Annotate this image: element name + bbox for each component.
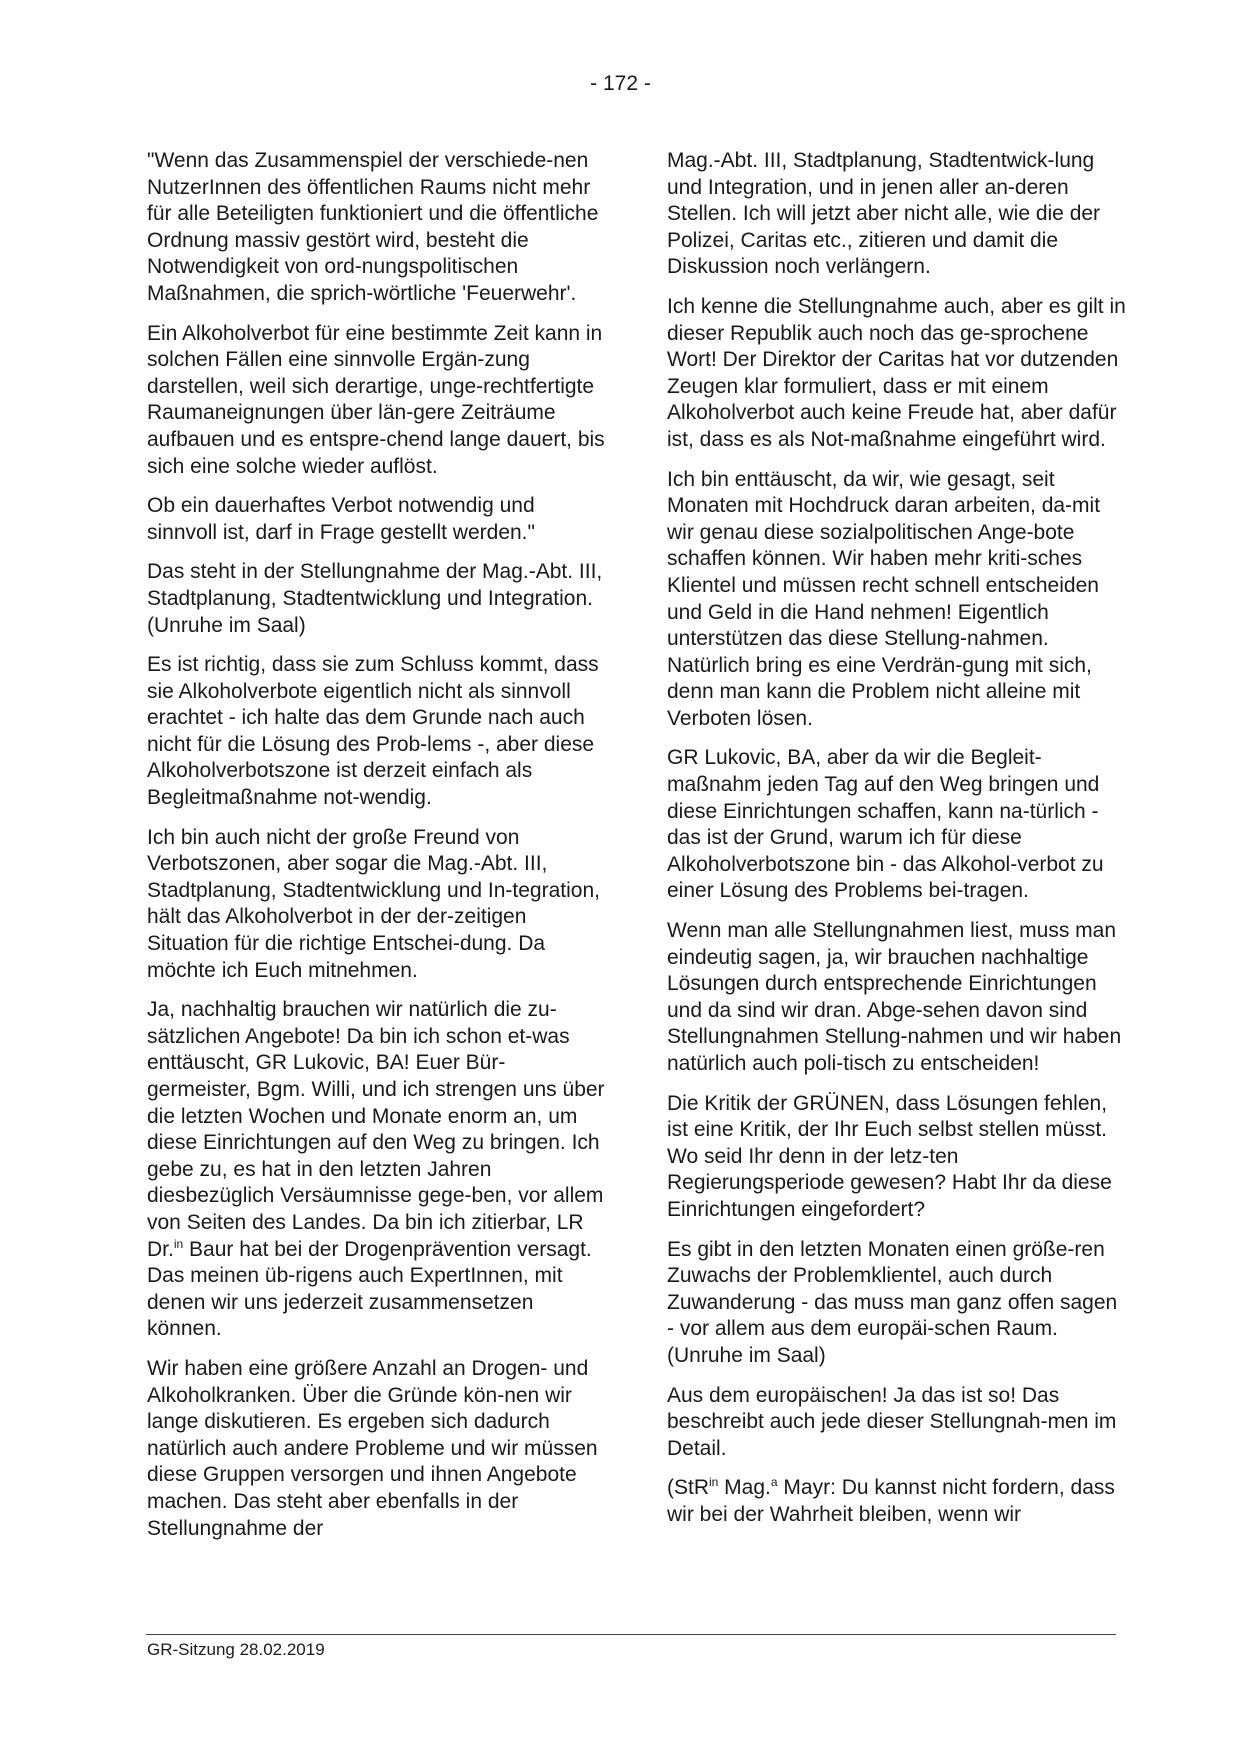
right-column: [667, 148, 1127, 1529]
paragraph: Das steht in der Stellungnahme der Mag.-Abt. III, Stadtplanung, Stadtentwicklung und Integration. (Unruhe im Saal): [147, 560, 603, 637]
paragraph: Es gibt in den letzten Monaten einen größe-ren Zuwachs der Problemklientel, auch durch Zuwanderung - das muss man ganz offen sagen - vor allem aus dem europäi-schen Raum. (Unruhe im Saal): [667, 1237, 1118, 1367]
paragraph: [147, 997, 607, 1343]
paragraph: Wir haben eine größere Anzahl an Drogen- und Alkoholkranken. Über die Gründe kön-nen wir lange diskutieren. Es ergeben sich dadurch natürlich auch andere Probleme und wir müssen diese Gruppen versorgen und ihnen Angebote machen. Das steht aber ebenfalls in der Stellungnahme der: [147, 1356, 598, 1540]
paragraph: Mag.-Abt. III, Stadtplanung, Stadtentwick-lung und Integration, und in jenen aller an-deren Stellen. Ich will jetzt aber nicht alle, wie die der Polizei, Caritas etc., zitieren und damit die Diskussion noch verlängern.: [667, 149, 1101, 279]
paragraph: Ob ein dauerhaftes Verbot notwendig und sinnvoll ist, darf in Frage gestellt werden.": [147, 494, 535, 544]
paragraph: Ich bin enttäuscht, da wir, wie gesagt, seit Monaten mit Hochdruck daran arbeiten, da-mit wir genau diese sozialpolitischen Ange-bote schaffen können. Wir haben mehr kriti-sches Klientel und müssen recht schnell entscheiden und Geld in die Hand nehmen! Eigentlich unterstützen das diese Stellung-nahmen. Natürlich bring es eine Verdrän-gung mit sich, denn man kann die Problem nicht alleine mit Verboten lösen.: [667, 467, 1101, 730]
footer-text: GR-Sitzung 28.02.2019: [147, 1640, 325, 1659]
paragraph: "Wenn das Zusammenspiel der verschiede-nen NutzerInnen des öffentlichen Raums nicht mehr für alle Beteiligten funktioniert und die öffentliche Ordnung massiv gestört wird, besteht die Notwendigkeit von ord-nungspolitischen Maßnahmen, die sprich-wörtliche 'Feuerwehr'.: [147, 149, 599, 305]
text-run: Mag.: [718, 1476, 771, 1500]
paragraph: Ein Alkoholverbot für eine bestimmte Zeit kann in solchen Fällen eine sinnvolle Ergän-zung darstellen, weil sich derartige, unge-rechtfertigte Raumaneignungen über län-gere Zeiträume aufbauen und es entspre-chend lange dauert, bis sich eine solche wieder auflöst.: [147, 321, 605, 478]
paragraph: Ich bin auch nicht der große Freund von Verbotszonen, aber sogar die Mag.-Abt. III, Stadtplanung, Stadtentwicklung und In-tegration, hält das Alkoholverbot in der der-zeitigen Situation für die richtige Entschei-dung. Da möchte ich Euch mitnehmen.: [147, 825, 600, 982]
text-run: (StR: [667, 1476, 709, 1500]
page-number: - 172 -: [590, 72, 651, 95]
superscript: in: [173, 1236, 184, 1251]
paragraph: [667, 1475, 1127, 1528]
paragraph: GR Lukovic, BA, aber da wir die Begleit-maßnahm jeden Tag auf den Weg bringen und diese Einrichtungen schaffen, kann na-türlich - das ist der Grund, warum ich für diese Alkoholverbotszone bin - das Alkohol-verbot zu einer Lösung des Problems bei-tragen.: [667, 746, 1104, 903]
left-column: [147, 148, 607, 1542]
superscript: in: [709, 1475, 719, 1490]
paragraph: Es ist richtig, dass sie zum Schluss kommt, dass sie Alkoholverbote eigentlich nicht als sinnvoll erachtet - ich halte das dem Grunde nach auch nicht für die Lösung des Prob-lems -, aber diese Alkoholverbotszone ist derzeit einfach als Begleitmaßnahme not-wendig.: [147, 653, 599, 810]
paragraph: Aus dem europäischen! Ja das ist so! Das beschreibt auch jede dieser Stellungnah-men im Detail.: [667, 1383, 1117, 1460]
paragraph: Die Kritik der GRÜNEN, dass Lösungen fehlen, ist eine Kritik, der Ihr Euch selbst stellen müsst. Wo seid Ihr denn in der letz-ten Regierungsperiode gewesen? Habt Ihr da diese Einrichtungen eingefordert?: [667, 1091, 1112, 1221]
text-run: Baur hat bei der Drogenprävention versagt. Das meinen üb-rigens auch ExpertInnen, mit denen wir uns jederzeit zusammensetzen können.: [147, 1237, 592, 1341]
paragraph: Wenn man alle Stellungnahmen liest, muss man eindeutig sagen, ja, wir brauchen nachhaltige Lösungen durch entsprechende Einrichtungen und da sind wir dran. Abge-sehen davon sind Stellungnahmen Stellung-nahmen und wir haben natürlich auch poli-tisch zu entscheiden!: [667, 919, 1122, 1075]
superscript: a: [770, 1475, 778, 1490]
text-run: Ja, nachhaltig brauchen wir natürlich die zu-sätzlichen Angebote! Da bin ich schon et-was enttäuscht, GR Lukovic, BA! Euer Bür-germeister, Bgm. Willi, und ich strengen uns über die letzten Wochen und Monate enorm an, um diese Einrichtungen auf den Weg zu bringen. Ich gebe zu, es hat in den letzten Jahren diesbezüglich Versäumnisse gege-ben, vor allem von Seiten des Landes. Da bin ich zitierbar, LR Dr.: [147, 998, 605, 1261]
footer-divider: [146, 1634, 1116, 1635]
text-run: Mayr: Du kannst nicht fordern, dass wir bei der Wahrheit bleiben, wenn wir: [667, 1476, 1115, 1526]
paragraph: Ich kenne die Stellungnahme auch, aber es gilt in dieser Republik auch noch das ge-sprochene Wort! Der Direktor der Caritas hat vor dutzenden Zeugen klar formuliert, dass er mit einem Alkoholverbot auch keine Freude hat, aber dafür ist, dass es als Not-maßnahme eingeführt wird.: [667, 294, 1126, 451]
